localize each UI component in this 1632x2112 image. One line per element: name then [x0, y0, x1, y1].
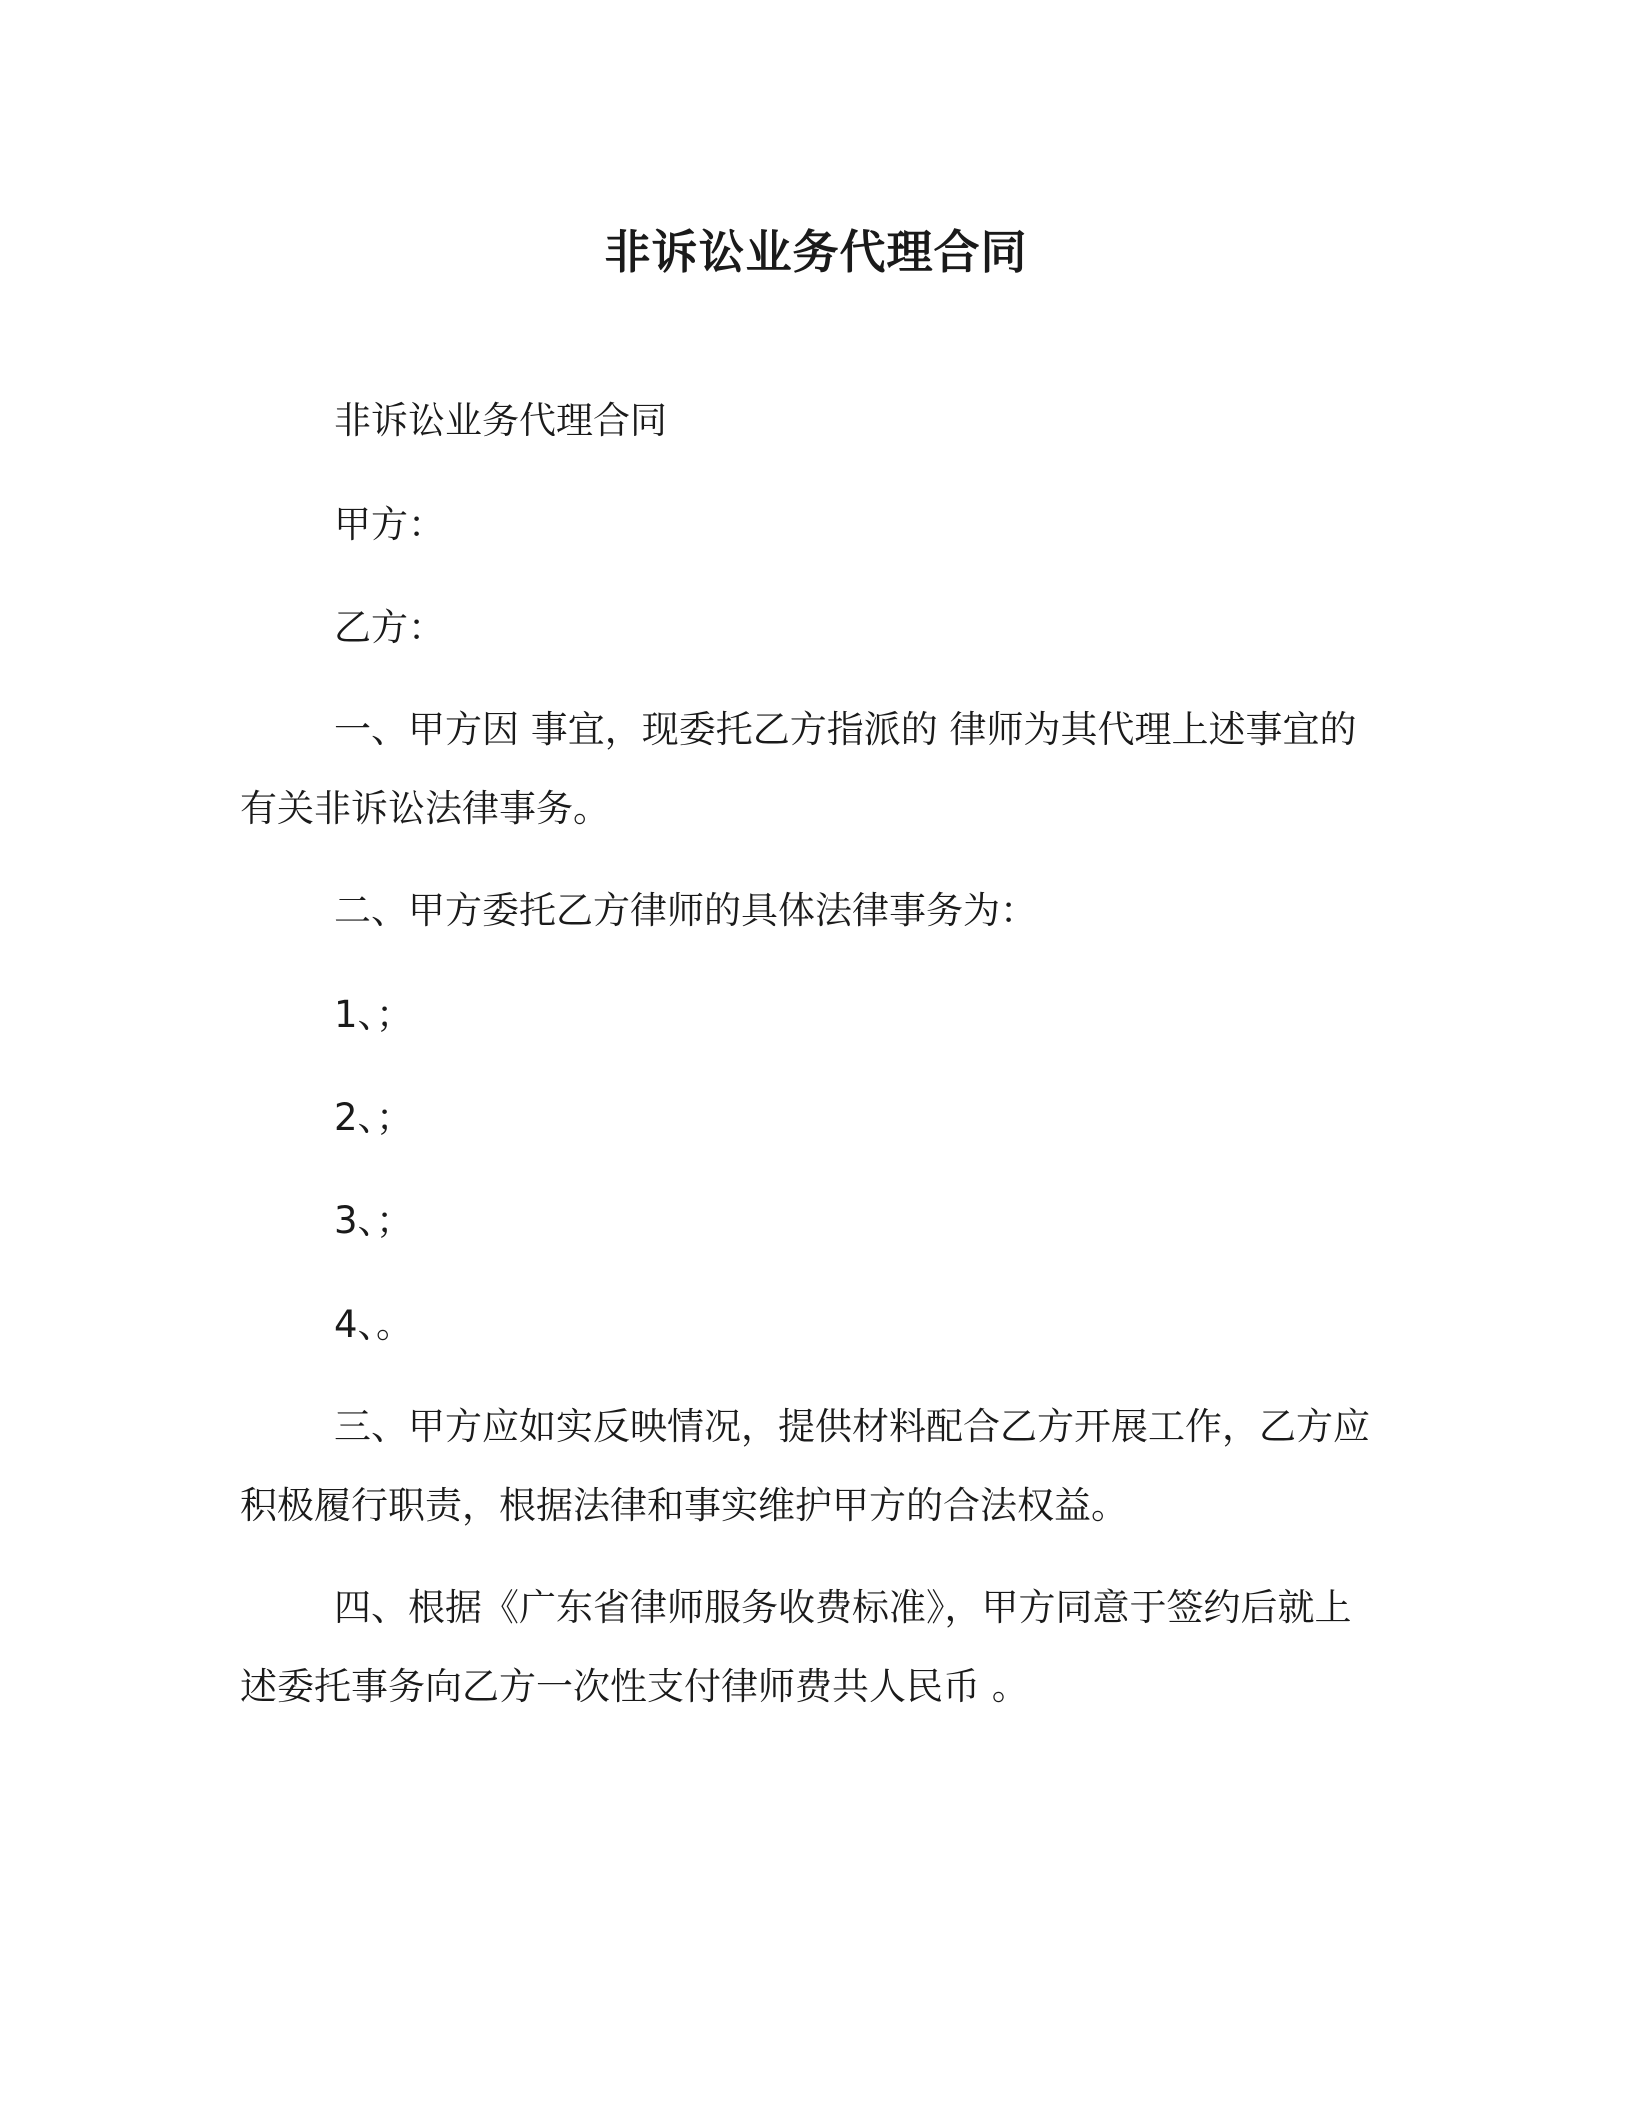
- list-item-2: 2、；: [334, 1096, 414, 1139]
- clause-3-line-1: 三、甲方应如实反映情况，提供材料配合乙方开展工作，乙方应: [334, 1405, 1370, 1448]
- clause-4-line-1: 四、根据《广东省律师服务收费标准》，甲方同意于签约后就上: [334, 1586, 1352, 1629]
- party-b-label: 乙方：: [334, 606, 445, 649]
- list-item-3: 3、；: [334, 1199, 414, 1242]
- contract-subtitle: 非诉讼业务代理合同: [334, 399, 667, 442]
- list-item-4: 4、。: [334, 1303, 414, 1346]
- list-item-1: 1、；: [334, 993, 414, 1036]
- clause-1-line-2: 有关非诉讼法律事务。: [240, 787, 610, 830]
- clause-4-line-2: 述委托事务向乙方一次性支付律师费共人民币 。: [240, 1665, 1029, 1708]
- clause-2: 二、甲方委托乙方律师的具体法律事务为：: [334, 889, 1037, 932]
- document-title: 非诉讼业务代理合同: [604, 225, 1028, 279]
- clause-3-line-2: 积极履行职责，根据法律和事实维护甲方的合法权益。: [240, 1484, 1128, 1527]
- clause-1-line-1: 一、甲方因 事宜，现委托乙方指派的 律师为其代理上述事宜的: [334, 708, 1357, 751]
- party-a-label: 甲方：: [334, 503, 445, 546]
